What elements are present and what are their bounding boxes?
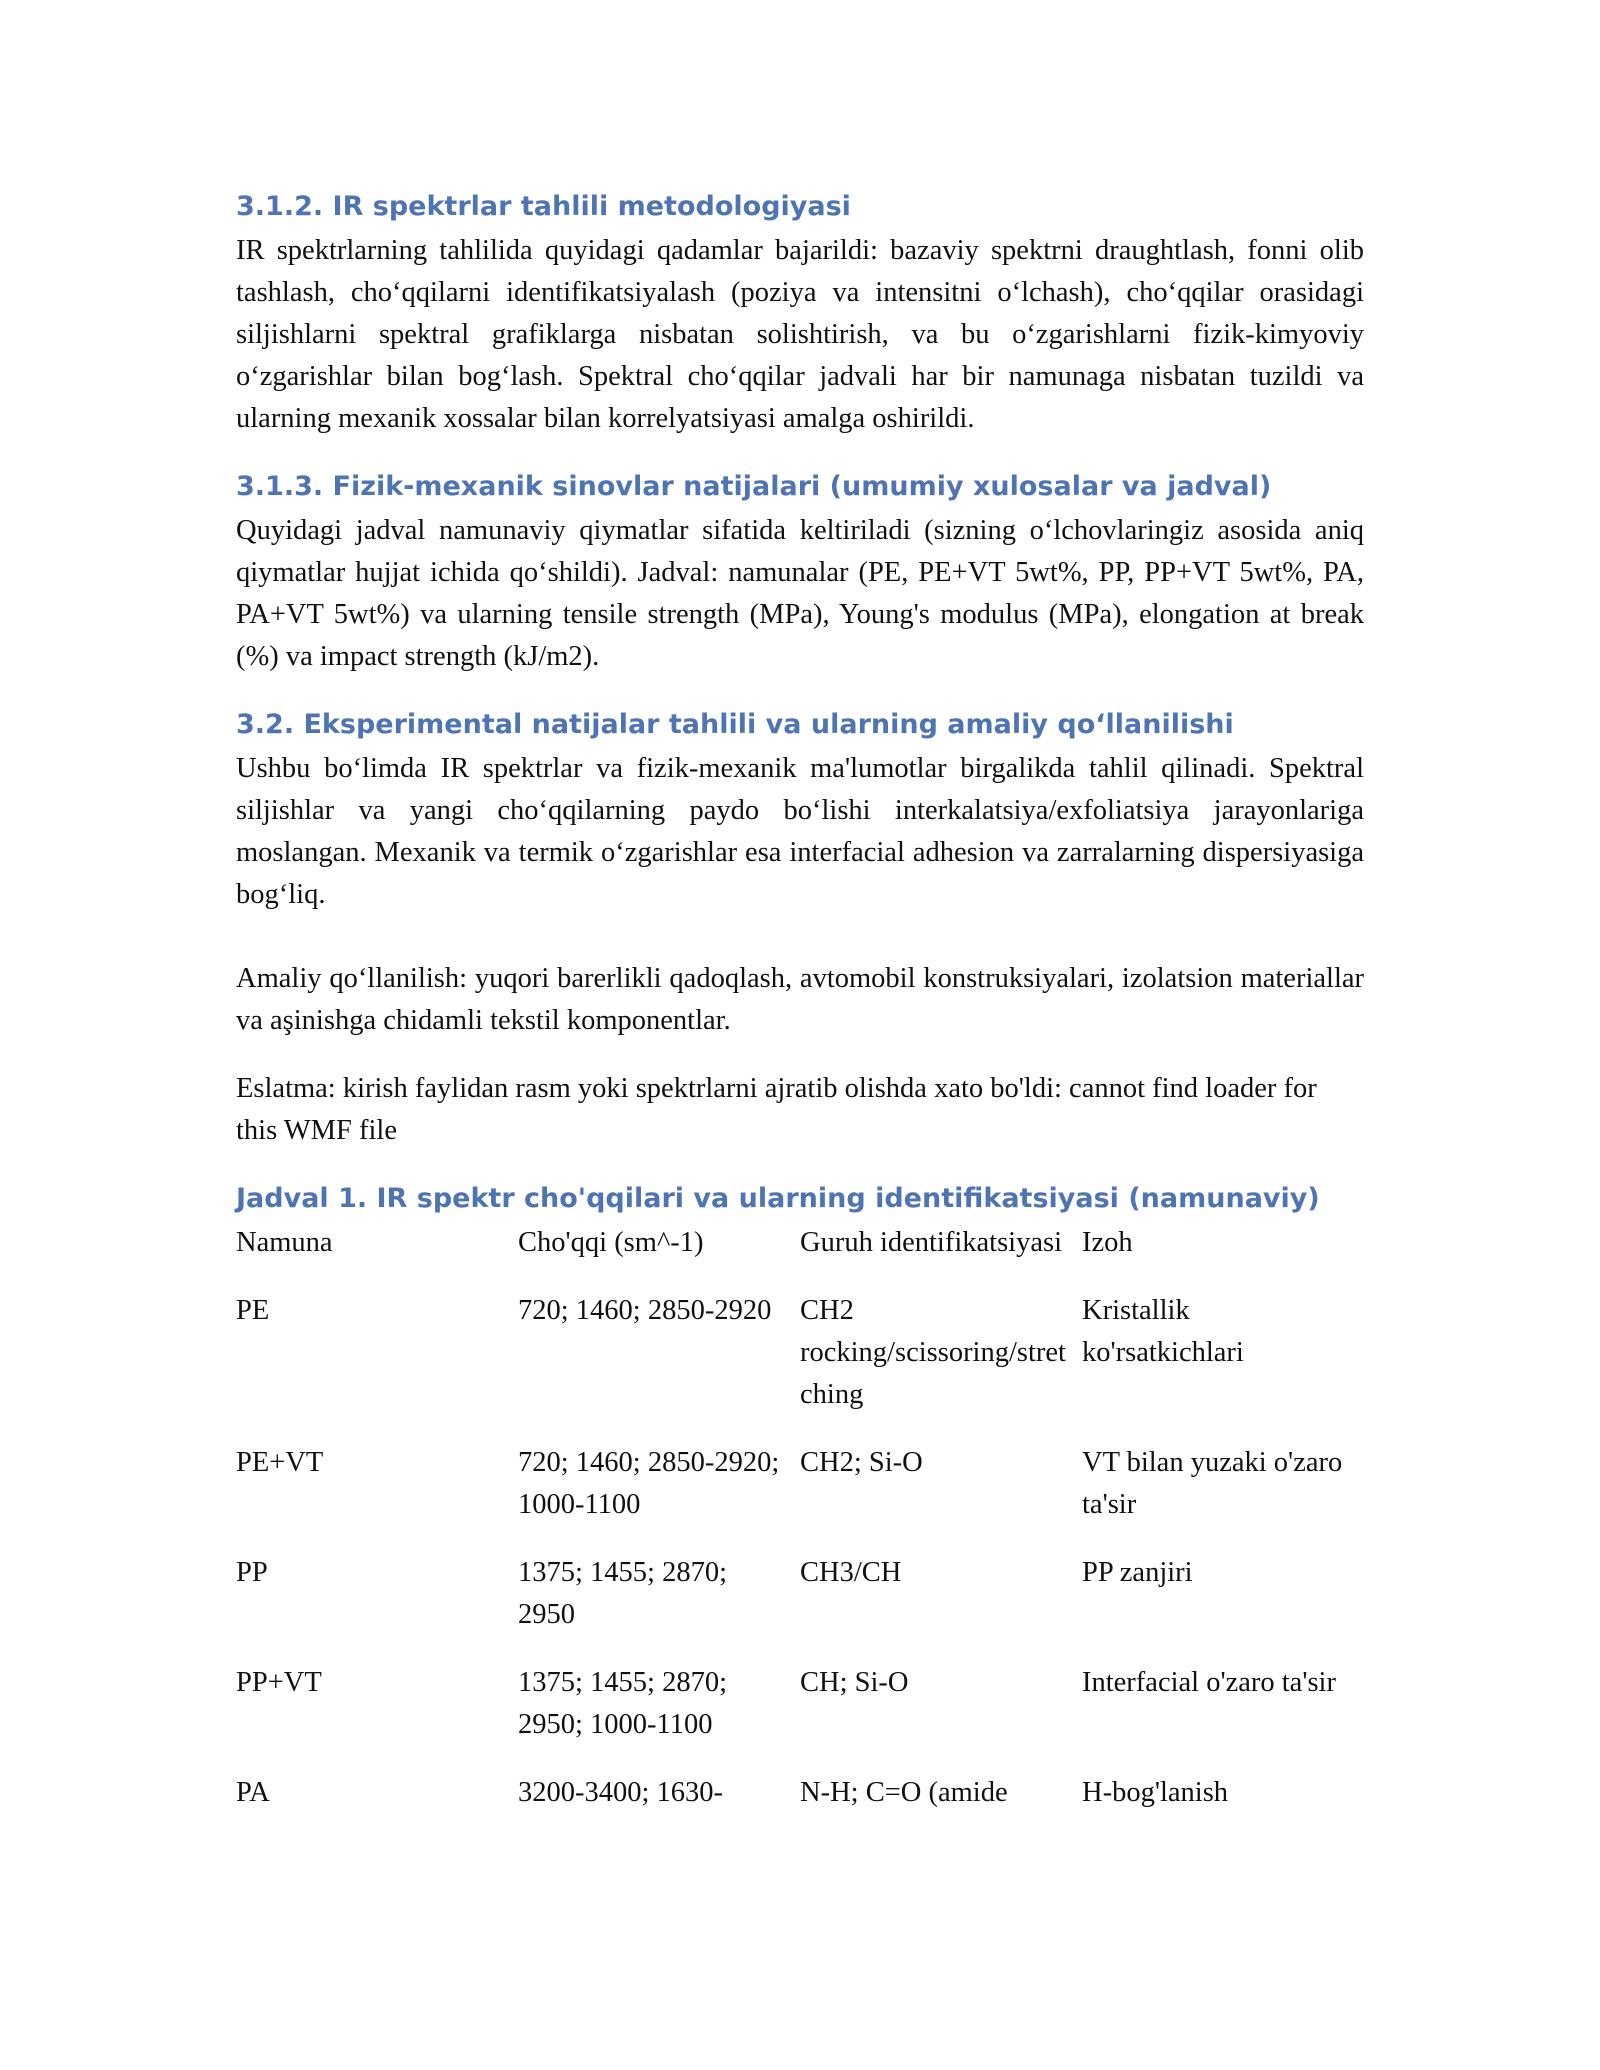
table-cell: Interfacial o'zaro ta'sir <box>1082 1667 1336 1698</box>
table-row <box>236 1442 1364 1552</box>
section-mechanical-results <box>236 466 1364 678</box>
section-experimental-analysis <box>236 704 1364 1042</box>
ir-peaks-table <box>236 1222 1364 1840</box>
table-row <box>236 1290 1364 1442</box>
table-cell: PE+VT <box>236 1447 324 1478</box>
table-row <box>236 1552 1364 1662</box>
section-heading: 3.2. Eksperimental natijalar tahlili va ularning amaliy qo‘llanilishi <box>236 709 1234 740</box>
table-cell: 3200-3400; 1630- <box>518 1777 724 1808</box>
table-cell: 1375; 1455; 2870; 2950; 1000-1100 <box>518 1667 728 1740</box>
table-row <box>236 1662 1364 1772</box>
table-row <box>236 1772 1364 1840</box>
section-heading: 3.1.2. IR spektrlar tahlili metodologiyasi <box>236 191 851 222</box>
table-cell: CH2 rocking/scissoring/stretching <box>800 1295 1066 1410</box>
blank-line <box>236 916 1364 958</box>
table-title: Jadval 1. IR spektr cho'qqilari va ularning identifikatsiyasi (namunaviy) <box>236 1183 1320 1214</box>
error-note: Eslatma: kirish faylidan rasm yoki spektrlarni ajratib olishda xato bo'ldi: cannot find loader for this WMF file <box>236 1073 1317 1146</box>
table-cell: CH3/CH <box>800 1557 902 1588</box>
table-cell: Kristallik ko'rsatkichlari <box>1082 1295 1244 1368</box>
table-header-row <box>236 1222 1364 1290</box>
table-cell: PA <box>236 1777 270 1808</box>
section-paragraph-applications: Amaliy qo‘llanilish: yuqori barerlikli qadoqlash, avtomobil konstruksiyalari, izolatsion materiallar va aşinishga chidamli tekstil komponentlar. <box>236 963 1364 1036</box>
table-cell: 720; 1460; 2850-2920; 1000-1100 <box>518 1447 780 1520</box>
table-cell: CH2; Si-O <box>800 1447 923 1478</box>
table-cell: 720; 1460; 2850-2920 <box>518 1295 772 1326</box>
table-cell: VT bilan yuzaki o'zaro ta'sir <box>1082 1447 1343 1520</box>
table-cell: H-bog'lanish <box>1082 1777 1229 1808</box>
section-paragraph: Ushbu bo‘limda IR spektrlar va fizik-mexanik ma'lumotlar birgalikda tahlil qilinadi. Spektral siljishlar va yangi cho‘qqilarning paydo bo‘lishi interkalatsiya/exfoliatsiya jarayonlariga moslangan. Mexanik va termik o‘zgarishlar esa interfacial adhesion va zarralarning dispersiyasiga bog‘liq. <box>236 753 1364 910</box>
table-cell: N-H; C=O (amide <box>800 1777 1008 1808</box>
section-ir-methodology <box>236 186 1364 440</box>
section-paragraph: IR spektrlarning tahlilida quyidagi qadamlar bajarildi: bazaviy spektrni draughtlash, fonni olib tashlash, cho‘qqilarni identifikatsiyalash (poziya va intensitni o‘lchash), cho‘qqilar orasidagi siljishlarni spektral grafiklarga nisbatan solishtirish, va bu o‘zgarishlarni fizik-kimyoviy o‘zgarishlar bilan bog‘lash. Spektral cho‘qqilar jadvali har bir namunaga nisbatan tuzildi va ularning mexanik xossalar bilan korrelyatsiyasi amalga oshirildi. <box>236 235 1364 434</box>
document-page <box>236 186 1364 1840</box>
header-cell-note: Izoh <box>1082 1227 1133 1258</box>
header-cell-group: Guruh identifikatsiyasi <box>800 1227 1062 1258</box>
table-cell: 1375; 1455; 2870; 2950 <box>518 1557 728 1630</box>
section-heading: 3.1.3. Fizik-mexanik sinovlar natijalari (umumiy xulosalar va jadval) <box>236 471 1272 502</box>
section-paragraph: Quyidagi jadval namunaviy qiymatlar sifatida keltiriladi (sizning o‘lchovlaringiz asosida aniq qiymatlar hujjat ichida qo‘shildi). Jadval: namunalar (PE, PE+VT 5wt%, PP, PP+VT 5wt%, PA, PA+VT 5wt%) va ularning tensile strength (MPa), Young's modulus (MPa), elongation at break (%) va impact strength (kJ/m2). <box>236 515 1364 672</box>
table-cell: PE <box>236 1295 270 1326</box>
table-cell: PP zanjiri <box>1082 1557 1193 1588</box>
header-cell-sample: Namuna <box>236 1227 333 1258</box>
table-cell: CH; Si-O <box>800 1667 909 1698</box>
header-cell-peak: Cho'qqi (sm^-1) <box>518 1227 704 1258</box>
table-cell: PP+VT <box>236 1667 322 1698</box>
table-cell: PP <box>236 1557 268 1588</box>
